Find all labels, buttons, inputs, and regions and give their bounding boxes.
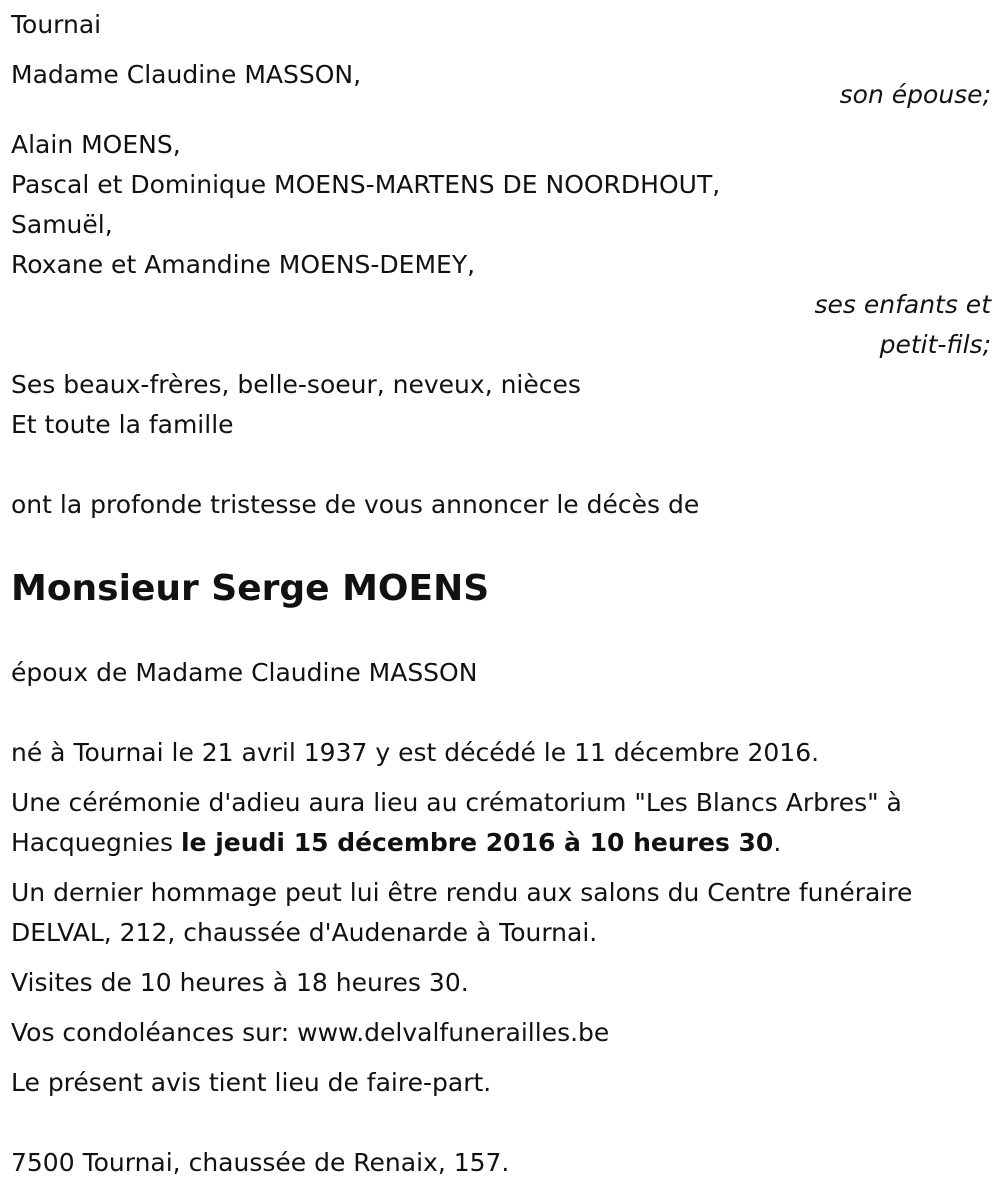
ceremony-place: Hacquegnies [11,828,181,857]
ceremony-datetime: le jeudi 15 décembre 2016 à 10 heures 30 [180,828,774,857]
child-name: Alain MOENS, [11,130,181,159]
tribute [11,873,991,953]
spouse-relation: son épouse; [839,80,991,109]
announcement: ont la profonde tristesse de vous annoncer le décès de [11,490,700,519]
child-name: Pascal et Dominique MOENS-MARTENS DE NOORDHOUT, [11,170,721,199]
tribute-line1: Un dernier hommage peut lui être rendu aux salons du Centre funéraire [11,878,913,907]
location: Tournai [11,10,102,39]
ceremony [11,783,991,863]
notice: Le présent avis tient lieu de faire-part. [11,1068,492,1097]
children-relation-line2: petit-fils; [879,330,991,359]
family-line: Et toute la famille [11,410,234,439]
child-name: Samuël, [11,210,113,239]
birth-death: né à Tournai le 21 avril 1937 y est décédé le 11 décembre 2016. [11,738,820,767]
condolences: Vos condoléances sur: www.delvalfunerailles.be [11,1018,610,1047]
spouse-name: Madame Claudine MASSON, [11,60,362,89]
child-name: Roxane et Amandine MOENS-DEMEY, [11,250,476,279]
ceremony-line2 [11,823,991,863]
obituary-notice [11,5,991,1183]
family-line: Ses beaux-frères, belle-soeur, neveux, nièces [11,370,581,399]
ceremony-period: . [773,828,782,857]
spouse-of: époux de Madame Claudine MASSON [11,658,478,687]
children-list [11,125,991,285]
deceased-name: Monsieur Serge MOENS [11,568,490,609]
address: 7500 Tournai, chaussée de Renaix, 157. [11,1148,510,1177]
tribute-line2: DELVAL, 212, chaussée d'Audenarde à Tournai. [11,918,598,947]
children-relation-line1: ses enfants et [814,290,991,319]
ceremony-line1: Une cérémonie d'adieu aura lieu au crématorium "Les Blancs Arbres" à [11,788,902,817]
visits: Visites de 10 heures à 18 heures 30. [11,968,469,997]
family-list [11,365,991,445]
